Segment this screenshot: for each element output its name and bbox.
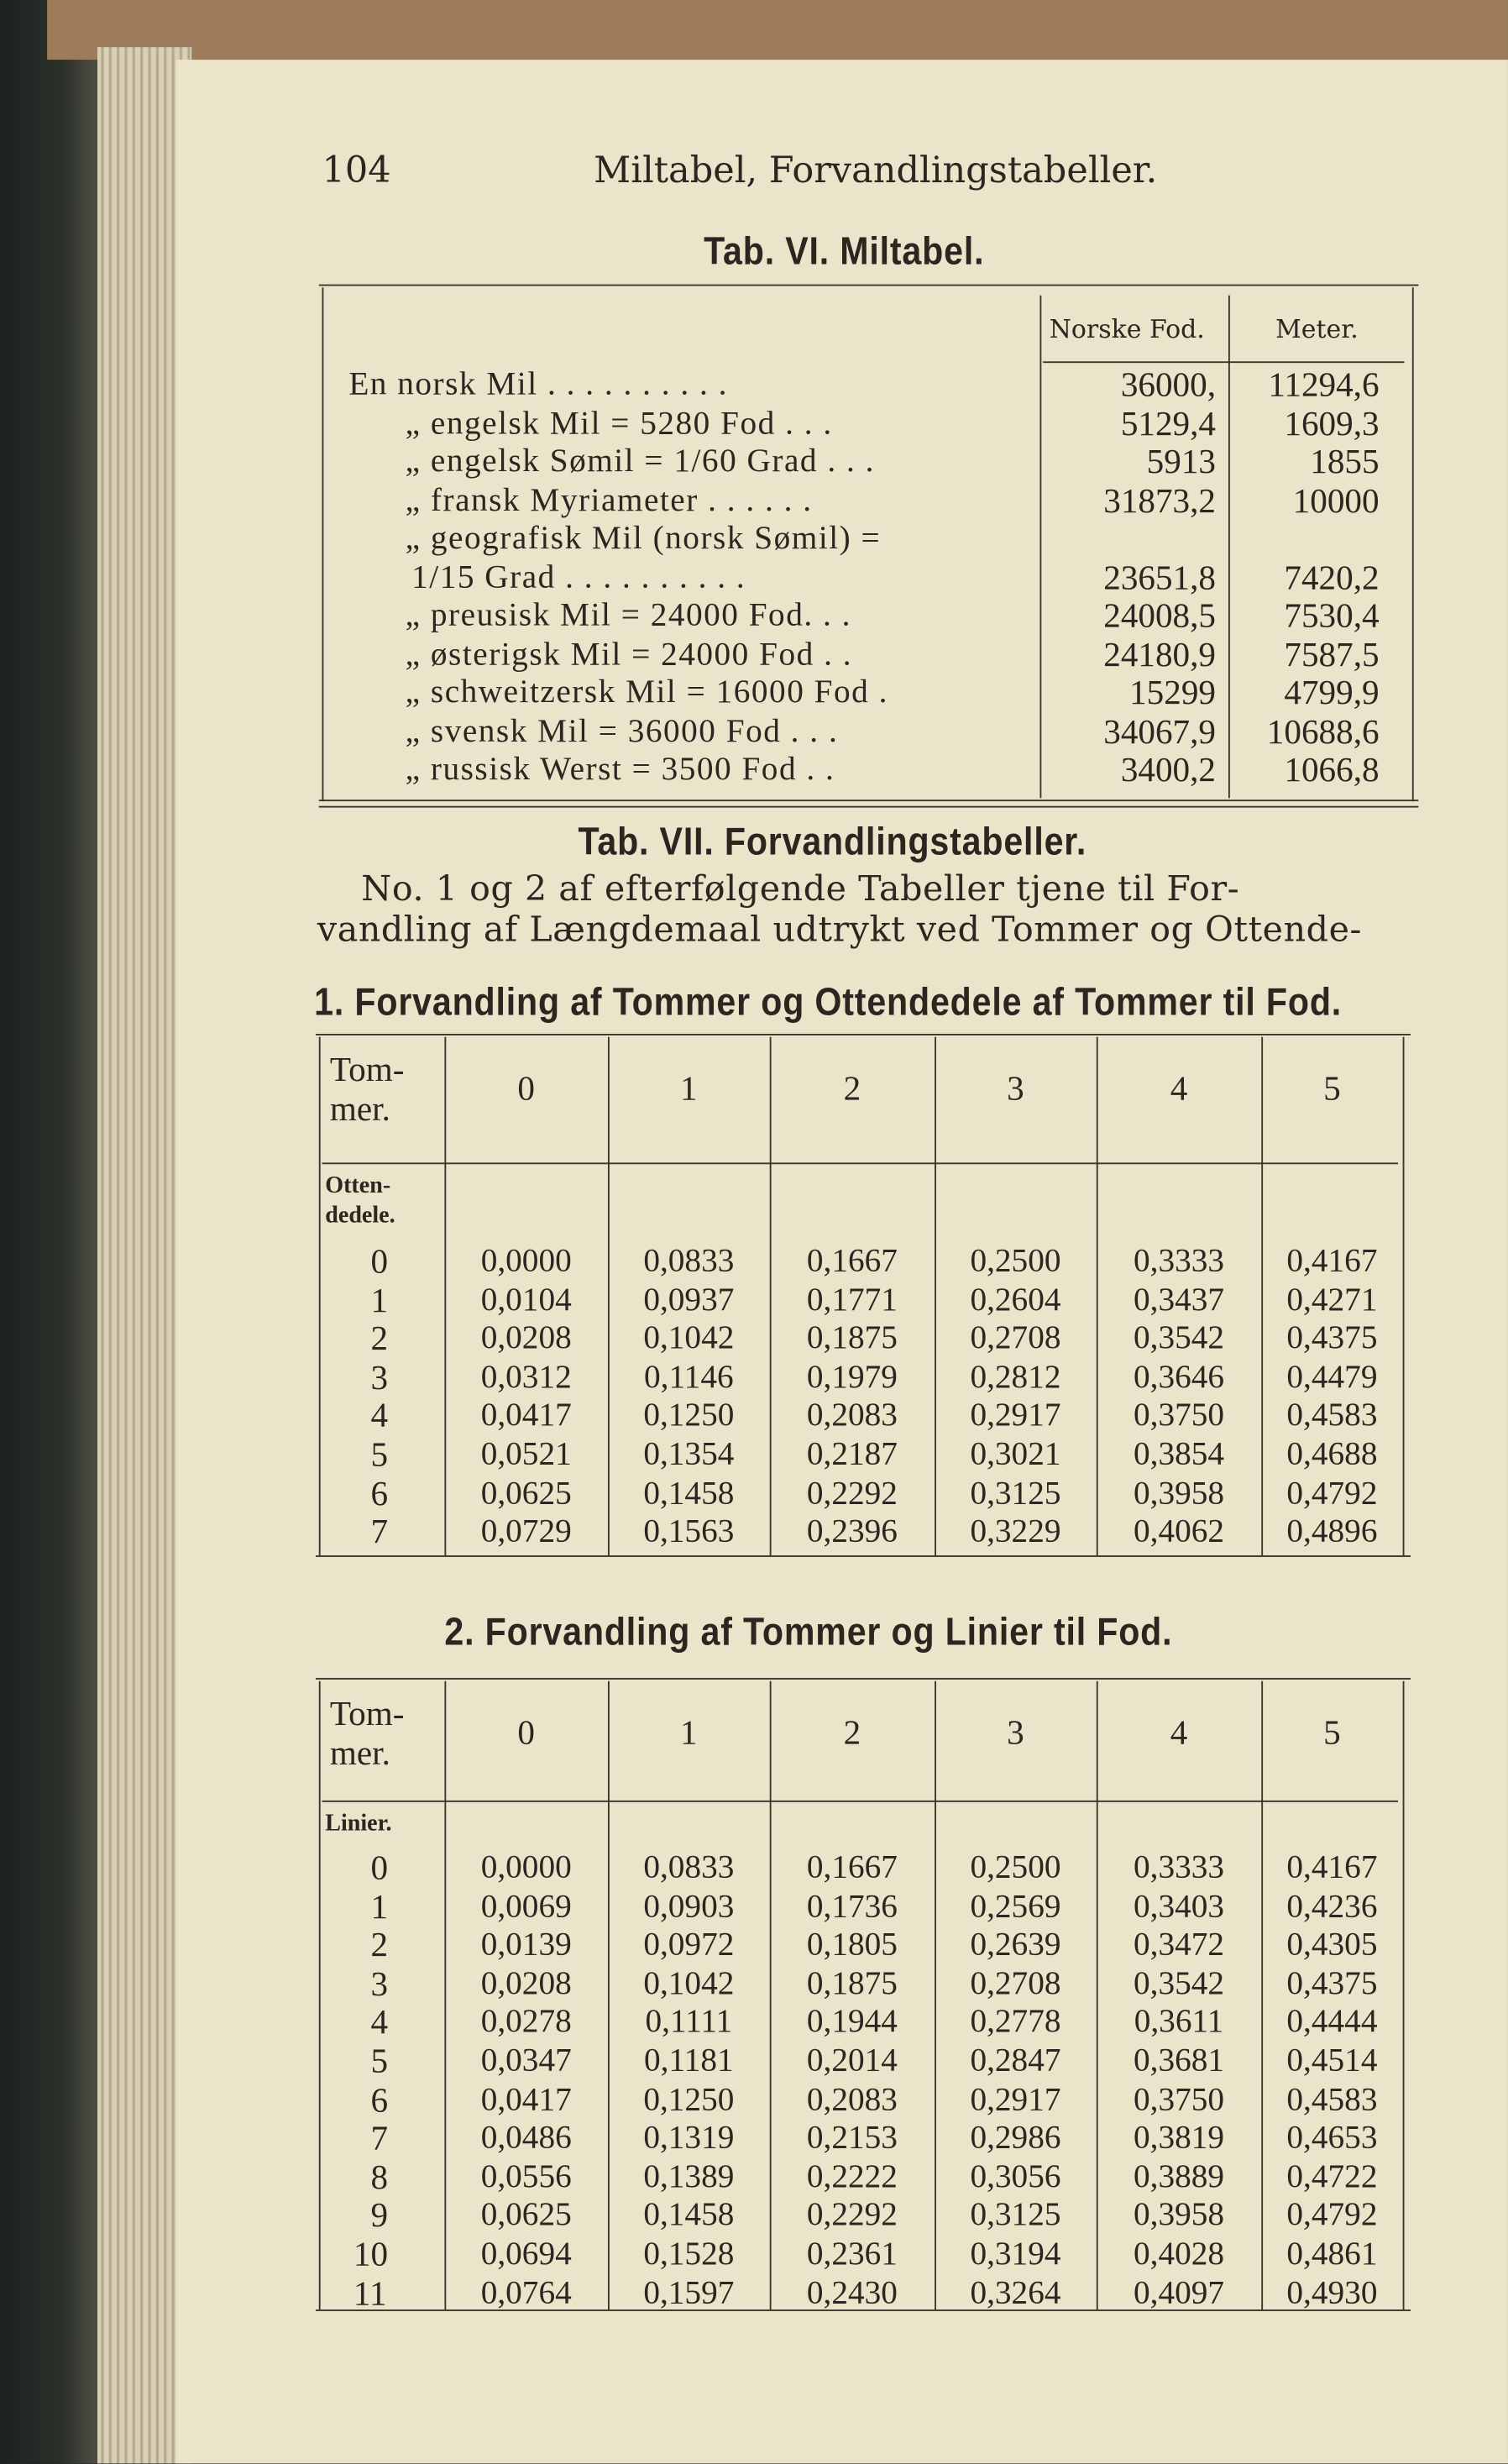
miltabel-meter: 7587,5 (1284, 633, 1380, 674)
table-cell: 0,1458 (643, 2195, 735, 2234)
table-cell: 0,3056 (970, 2157, 1061, 2195)
row-label: 7 (370, 2118, 389, 2157)
table-cell: 0,0000 (480, 1240, 572, 1279)
miltabel-meter: 1855 (1310, 441, 1380, 481)
table-cell: 0,2153 (806, 2118, 898, 2157)
row-label: 9 (370, 2195, 389, 2236)
corner-header-tommer: Tom- mer. (329, 1049, 405, 1129)
miltabel-row-label: „ russisk Werst = 3500 Fod . . (405, 749, 835, 788)
table-cell: 0,1250 (643, 1396, 735, 1434)
row-label: 1 (370, 1279, 389, 1319)
table2-title: 2. Forvandling af Tommer og Linier til Fod. (444, 1610, 1173, 1654)
col-header-norske-fod: Norske Fod. (1049, 314, 1205, 344)
table-cell: 0,1771 (806, 1279, 898, 1318)
miltabel-meter: 10000 (1292, 480, 1380, 520)
column-header-1: 1 (680, 1068, 698, 1108)
miltabel-row-label: „ schweitzersk Mil = 16000 Fod . (405, 672, 888, 710)
table-cell: 0,3333 (1134, 1848, 1225, 1885)
miltabel-row-label: „ engelsk Sømil = 1/60 Grad . . . (405, 441, 875, 480)
table-cell: 0,2639 (970, 1925, 1061, 1963)
row-label: 5 (370, 1434, 389, 1474)
table-cell: 0,1736 (806, 1886, 898, 1924)
table-cell: 0,1042 (643, 1318, 735, 1356)
table-cell: 0,4271 (1286, 1279, 1378, 1318)
table-cell: 0,2396 (806, 1512, 898, 1549)
table-cell: 0,2708 (970, 1318, 1061, 1356)
table-cell: 0,3611 (1134, 2002, 1224, 2041)
miltabel-meter: 4799,9 (1284, 672, 1380, 712)
column-header-2: 2 (843, 1712, 861, 1752)
table-cell: 0,3333 (1134, 1240, 1225, 1279)
column-header-2: 2 (843, 1068, 861, 1108)
table-cell: 0,0903 (643, 1886, 735, 1924)
intro-line-2: vandling af Længdemaal udtrykt ved Tommer og Ottende- (317, 911, 1362, 951)
column-header-3: 3 (1007, 1712, 1024, 1752)
table-cell: 0,2917 (970, 2079, 1061, 2118)
table-cell: 0,0417 (480, 1396, 572, 1434)
table-cell: 0,3264 (970, 2273, 1061, 2311)
row-label: 6 (370, 1473, 389, 1512)
table-cell: 0,2500 (970, 1848, 1061, 1885)
table-cell: 0,4583 (1286, 2079, 1378, 2118)
miltabel-norske-fod: 23651,8 (1103, 557, 1216, 596)
table-cell: 0,2847 (970, 2041, 1061, 2079)
table-cell: 0,2604 (970, 1279, 1061, 1318)
miltabel-row-label: „ geografisk Mil (norsk Sømil) = (405, 518, 882, 557)
miltabel-row-label: „ svensk Mil = 36000 Fod . . . (405, 710, 839, 749)
miltabel-norske-fod: 34067,9 (1103, 710, 1216, 751)
table-cell: 0,1667 (806, 1848, 898, 1885)
table-cell: 0,3437 (1134, 1279, 1225, 1318)
column-header-0: 0 (517, 1712, 536, 1752)
table-cell: 0,0000 (480, 1848, 572, 1885)
table-cell: 0,4653 (1286, 2118, 1378, 2157)
corner-header-sub: Otten- dedele. (325, 1173, 395, 1229)
table-cell: 0,1458 (643, 1473, 735, 1511)
miltabel-meter: 1066,8 (1284, 749, 1380, 789)
table-cell: 0,1389 (643, 2157, 735, 2195)
table-cell: 0,4062 (1134, 1512, 1225, 1549)
row-label: 3 (370, 1356, 389, 1397)
table-cell: 0,0139 (480, 1925, 572, 1963)
table-cell: 0,4896 (1286, 1512, 1378, 1549)
row-label: 4 (370, 2002, 389, 2042)
table-cell: 0,3750 (1134, 2079, 1225, 2118)
table-cell: 0,4375 (1286, 1963, 1378, 2002)
row-label: 3 (370, 1963, 389, 2003)
table-cell: 0,0278 (480, 2002, 572, 2041)
row-label: 0 (370, 1848, 389, 1887)
table-cell: 0,4375 (1286, 1318, 1378, 1356)
table-cell: 0,2361 (806, 2234, 898, 2273)
table-cell: 0,2222 (806, 2157, 898, 2195)
table-cell: 0,3750 (1134, 1396, 1225, 1434)
table-cell: 0,3854 (1134, 1434, 1225, 1472)
table-cell: 0,2917 (970, 1396, 1061, 1434)
miltabel-norske-fod: 24008,5 (1103, 595, 1216, 635)
table-cell: 0,1667 (806, 1240, 898, 1279)
table-cell: 0,0764 (480, 2273, 572, 2311)
intro-line-1: No. 1 og 2 af efterfølgende Tabeller tjene til For- (361, 870, 1240, 910)
table-cell: 0,0208 (480, 1963, 572, 2002)
row-label: 6 (370, 2079, 389, 2119)
table-cell: 0,0694 (480, 2234, 572, 2273)
miltabel-meter: 10688,6 (1266, 710, 1380, 751)
table-cell: 0,1042 (643, 1963, 735, 2002)
rule (316, 1678, 1411, 1680)
table-cell: 0,3958 (1134, 2195, 1225, 2234)
miltabel-norske-fod: 3400,2 (1120, 749, 1216, 789)
table-cell: 0,2014 (806, 2041, 898, 2079)
table-cell: 0,2430 (806, 2273, 898, 2311)
table-cell: 0,3021 (970, 1434, 1061, 1472)
page-number: 104 (322, 150, 391, 192)
table-cell: 0,3542 (1134, 1318, 1225, 1356)
miltabel-row-label: 1/15 Grad . . . . . . . . . . (411, 557, 746, 595)
table-cell: 0,1319 (643, 2118, 735, 2157)
column-header-5: 5 (1323, 1712, 1341, 1752)
tab7-title: Tab. VII. Forvandlingstabeller. (578, 820, 1087, 864)
corner-header-tommer: Tom- mer. (329, 1693, 405, 1773)
table-cell: 0,4167 (1286, 1848, 1378, 1885)
table-cell: 0,3194 (970, 2234, 1061, 2273)
table-cell: 0,1563 (643, 1512, 735, 1549)
table-cell: 0,0486 (480, 2118, 572, 2157)
table-cell: 0,4097 (1134, 2273, 1225, 2311)
table-cell: 0,1250 (643, 2079, 735, 2118)
table1-title: 1. Forvandling af Tommer og Ottendedele af Tommer til Fod. (314, 980, 1343, 1025)
table-cell: 0,4028 (1134, 2234, 1225, 2273)
rule (316, 1555, 1411, 1557)
header-rule (322, 1801, 1398, 1802)
column-rule (1403, 1681, 1405, 2309)
miltabel-meter: 7420,2 (1284, 557, 1380, 596)
miltabel-norske-fod: 15299 (1129, 672, 1216, 712)
row-label: 0 (370, 1240, 389, 1281)
miltabel-meter: 7530,4 (1284, 595, 1380, 635)
table-cell: 0,1805 (806, 1925, 898, 1963)
row-label: 4 (370, 1396, 389, 1435)
table-cell: 0,0625 (480, 2195, 572, 2234)
table-cell: 0,2083 (806, 2079, 898, 2118)
table-cell: 0,4930 (1286, 2273, 1378, 2311)
table-cell: 0,4167 (1286, 1240, 1378, 1279)
table-cell: 0,4514 (1286, 2041, 1378, 2079)
table-cell: 0,4792 (1286, 1473, 1378, 1511)
miltabel-row-label: En norsk Mil . . . . . . . . . . (348, 364, 728, 402)
table-cell: 0,0104 (480, 1279, 572, 1318)
table-cell: 0,1146 (644, 1356, 734, 1395)
table-cell: 0,0312 (480, 1356, 572, 1395)
table-cell: 0,3542 (1134, 1963, 1225, 2002)
row-label: 1 (370, 1886, 389, 1926)
row-label: 10 (353, 2234, 389, 2274)
table-cell: 0,0625 (480, 1473, 572, 1511)
row-label: 7 (370, 1512, 389, 1551)
table-cell: 0,0347 (480, 2041, 572, 2079)
table-cell: 0,4861 (1286, 2234, 1378, 2273)
table-cell: 0,1979 (806, 1356, 898, 1395)
miltabel-meter: 1609,3 (1284, 402, 1380, 443)
table-cell: 0,0069 (480, 1886, 572, 1924)
table-cell: 0,1528 (643, 2234, 735, 2273)
table-cell: 0,3403 (1134, 1886, 1225, 1924)
table-cell: 0,2812 (970, 1356, 1061, 1395)
table-cell: 0,2569 (970, 1886, 1061, 1924)
column-rule (1403, 1037, 1405, 1555)
table-cell: 0,1597 (643, 2273, 735, 2311)
column-header-4: 4 (1170, 1068, 1188, 1108)
table-cell: 0,0937 (643, 1279, 735, 1318)
table-cell: 0,2292 (806, 1473, 898, 1511)
corner-header-sub: Linier. (325, 1811, 392, 1837)
table-cell: 0,0417 (480, 2079, 572, 2118)
column-header-3: 3 (1007, 1068, 1024, 1108)
cover-edge (47, 0, 1508, 60)
table-cell: 0,0729 (480, 1512, 572, 1549)
table-cell: 0,2778 (970, 2002, 1061, 2041)
table-cell: 0,2500 (970, 1240, 1061, 1279)
table-cell: 0,3889 (1134, 2157, 1225, 2195)
table-cell: 0,4688 (1286, 1434, 1378, 1472)
table-cell: 0,1181 (644, 2041, 734, 2079)
col-header-meter: Meter. (1275, 314, 1359, 344)
column-header-0: 0 (517, 1068, 536, 1108)
tab6-title: Tab. VI. Miltabel. (704, 229, 985, 274)
row-label: 2 (370, 1925, 389, 1964)
table-cell: 0,2986 (970, 2118, 1061, 2157)
miltabel-norske-fod: 24180,9 (1103, 633, 1216, 674)
miltabel-row-label: „ engelsk Mil = 5280 Fod . . . (405, 402, 833, 441)
table-cell: 0,0833 (643, 1848, 735, 1885)
table-cell: 0,1354 (643, 1434, 735, 1472)
table-cell: 0,1944 (806, 2002, 898, 2041)
table-cell: 0,4305 (1286, 1925, 1378, 1963)
header-rule (322, 1162, 1398, 1164)
miltabel-row-label: „ fransk Myriameter . . . . . . (405, 480, 813, 518)
table-cell: 0,0972 (643, 1925, 735, 1963)
miltabel-row-label: „ preusisk Mil = 24000 Fod. . . (405, 595, 851, 633)
miltabel-row-label: „ østerigsk Mil = 24000 Fod . . (405, 633, 853, 672)
table-cell: 0,1111 (645, 2002, 733, 2041)
table-cell: 0,3681 (1134, 2041, 1225, 2079)
table-cell: 0,3819 (1134, 2118, 1225, 2157)
miltabel-norske-fod: 36000, (1120, 364, 1216, 404)
running-title: Miltabel, Forvandlingstabeller. (594, 150, 1158, 192)
miltabel-norske-fod: 5129,4 (1120, 402, 1216, 443)
table-cell: 0,4722 (1286, 2157, 1378, 2195)
table-cell: 0,4236 (1286, 1886, 1378, 1924)
table-cell: 0,2187 (806, 1434, 898, 1472)
column-header-1: 1 (680, 1712, 698, 1752)
miltabel-meter: 11294,6 (1268, 364, 1380, 404)
table-cell: 0,4583 (1286, 1396, 1378, 1434)
row-label: 11 (353, 2273, 387, 2313)
table-cell: 0,2708 (970, 1963, 1061, 2002)
row-label: 2 (370, 1318, 389, 1358)
table-cell: 0,0208 (480, 1318, 572, 1356)
table-cell: 0,0833 (643, 1240, 735, 1279)
miltabel-norske-fod: 31873,2 (1103, 480, 1216, 520)
table-cell: 0,0521 (480, 1434, 572, 1472)
table-cell: 0,4444 (1286, 2002, 1378, 2041)
column-header-4: 4 (1170, 1712, 1188, 1752)
rule (316, 1034, 1411, 1035)
table-cell: 0,3472 (1134, 1925, 1225, 1963)
table-cell: 0,3125 (970, 1473, 1061, 1511)
table-cell: 0,3958 (1134, 1473, 1225, 1511)
table-cell: 0,1875 (806, 1963, 898, 2002)
row-label: 8 (370, 2157, 389, 2196)
table-cell: 0,3229 (970, 1512, 1061, 1549)
table-cell: 0,2083 (806, 1396, 898, 1434)
table-cell: 0,4479 (1286, 1356, 1378, 1395)
table-cell: 0,3646 (1134, 1356, 1225, 1395)
table-cell: 0,2292 (806, 2195, 898, 2234)
table-cell: 0,4792 (1286, 2195, 1378, 2234)
table-cell: 0,0556 (480, 2157, 572, 2195)
column-header-5: 5 (1323, 1068, 1341, 1108)
miltabel-norske-fod: 5913 (1146, 441, 1216, 481)
row-label: 5 (370, 2041, 389, 2080)
table-cell: 0,1875 (806, 1318, 898, 1356)
table-cell: 0,3125 (970, 2195, 1061, 2234)
